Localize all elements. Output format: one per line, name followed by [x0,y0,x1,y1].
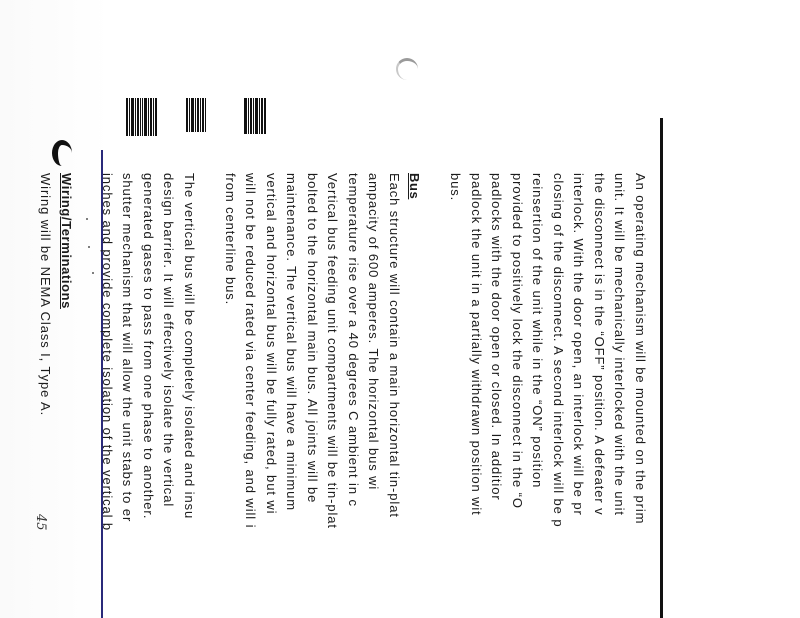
scan-blackmark [52,140,72,166]
section-heading-bus: Bus [407,173,423,200]
paragraph-bus: Each structure will contain a main horizontal tin-plat ampacity of 600 amperes. The horizontal bus wi temperature rise over a 40 degrees C ambient in c Vertical bus feeding unit compartments will be tin-plat bolted to the horizontal main bus. All joints will be maintenance. The vertical bus will have a minimum vertical and horizontal bus will be fully rated, but wi will not be reduced rated via center feeding, and will i from centerline bus. [223,173,402,529]
right-margin-rule [660,118,663,618]
binding-mark-1 [126,98,157,136]
rotated-text-body [15,173,651,618]
section-heading-wiring: Wiring/Terminations [59,173,74,309]
paragraph-wiring: Wiring will be NEMA Class I, Type A. [38,173,54,417]
binding-mark-2 [186,98,206,132]
page-number: 45 [33,514,48,531]
binding-mark-3 [244,98,266,134]
punch-hole-mark [396,58,418,80]
paragraph-operating-mechanism: An operating mechanism will be mounted on the prim unit. It will be mechanically interlocked with the unit the disconnect is in the “OFF” position. A defeater v interlock. With the door open, an interlock will be pr closing of the disconnect. A second interlock will be p reinsertion of the unit while in the “ON” position provided to positively lock the disconnect in the “O padlocks with the door open or closed. In additior padlock the unit in a partially withdrawn position wit bus. [448,173,648,528]
paragraph-vertical-bus: The vertical bus will be completely isolated and insu design barrier. It will effectively isolate the vertical generated gases to pass from one phase to another. shutter mechanism that will allow the unit stabs to er inches and provide complete isolation of the vertical b [100,173,197,532]
